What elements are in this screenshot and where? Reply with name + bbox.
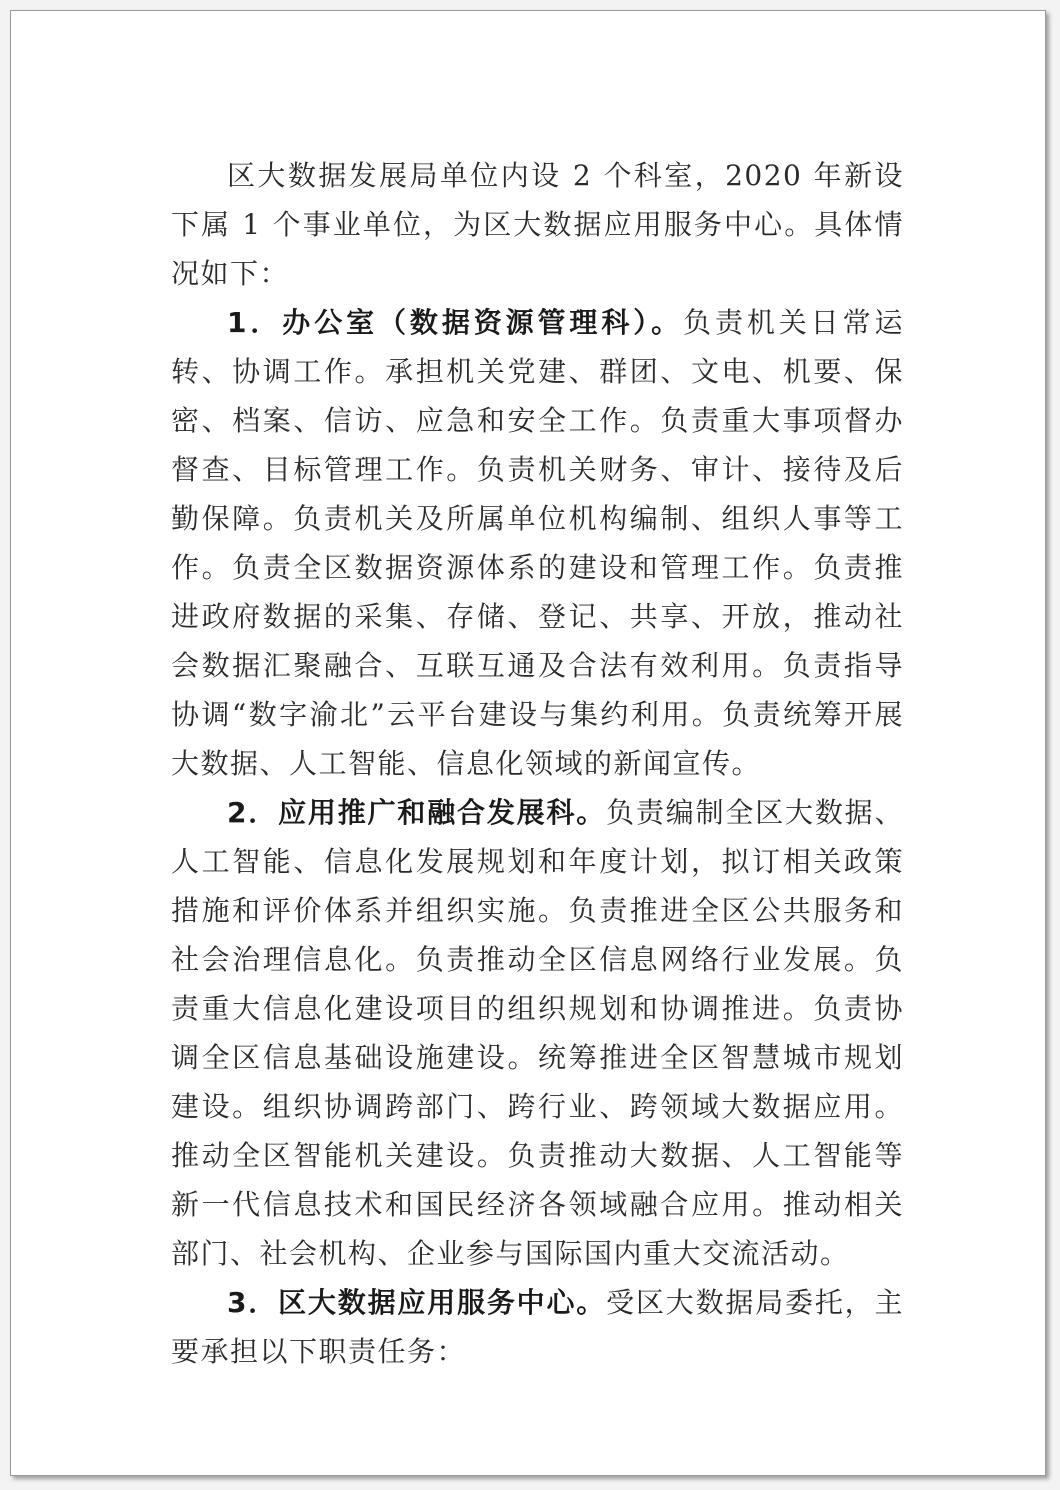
item1-heading: 1．办公室（数据资源管理科）。 [227, 306, 684, 339]
item3-heading: 3．区大数据应用服务中心。 [227, 1286, 607, 1319]
intro-text: 区大数据发展局单位内设 2 个科室，2020 年新设下属 1 个事业单位，为区大数据应用服务中心。具体情况如下： [171, 159, 904, 290]
item1-body: 负责机关日常运转、协调工作。承担机关党建、群团、文电、机要、保密、档案、信访、应急和安全工作。负责重大事项督办督查、目标管理工作。负责机关财务、审计、接待及后勤保障。负责机关及所属单位机构编制、组织人事等工作。负责全区数据资源体系的建设和管理工作。负责推进政府数据的采集、存储、登记、共享、开放，推动社会数据汇聚融合、互联互通及合法有效利用。负责指导协调“数字渝北”云平台建设与集约利用。负责统筹开展大数据、人工智能、信息化领域的新闻宣传。 [171, 306, 904, 780]
item2-body: 负责编制全区大数据、人工智能、信息化发展规划和年度计划，拟订相关政策措施和评价体系并组织实施。负责推进全区公共服务和社会治理信息化。负责推动全区信息网络行业发展。负责重大信息化建设项目的组织规划和协调推进。负责协调全区信息基础设施建设。统筹推进全区智慧城市规划建设。组织协调跨部门、跨行业、跨领域大数据应用。推动全区智能机关建设。负责推动大数据、人工智能等新一代信息技术和国民经济各领域融合应用。推动相关部门、社会机构、企业参与国际国内重大交流活动。 [171, 796, 904, 1270]
item2-paragraph [171, 788, 904, 1278]
document-body [171, 151, 904, 1376]
item3-body: 受区大数据局委托，主要承担以下职责任务： [171, 1286, 904, 1368]
document-page [10, 10, 1046, 1476]
intro-paragraph [171, 151, 904, 298]
item1-paragraph [171, 298, 904, 788]
item2-heading: 2．应用推广和融合发展科。 [227, 796, 607, 829]
item3-paragraph [171, 1278, 904, 1376]
